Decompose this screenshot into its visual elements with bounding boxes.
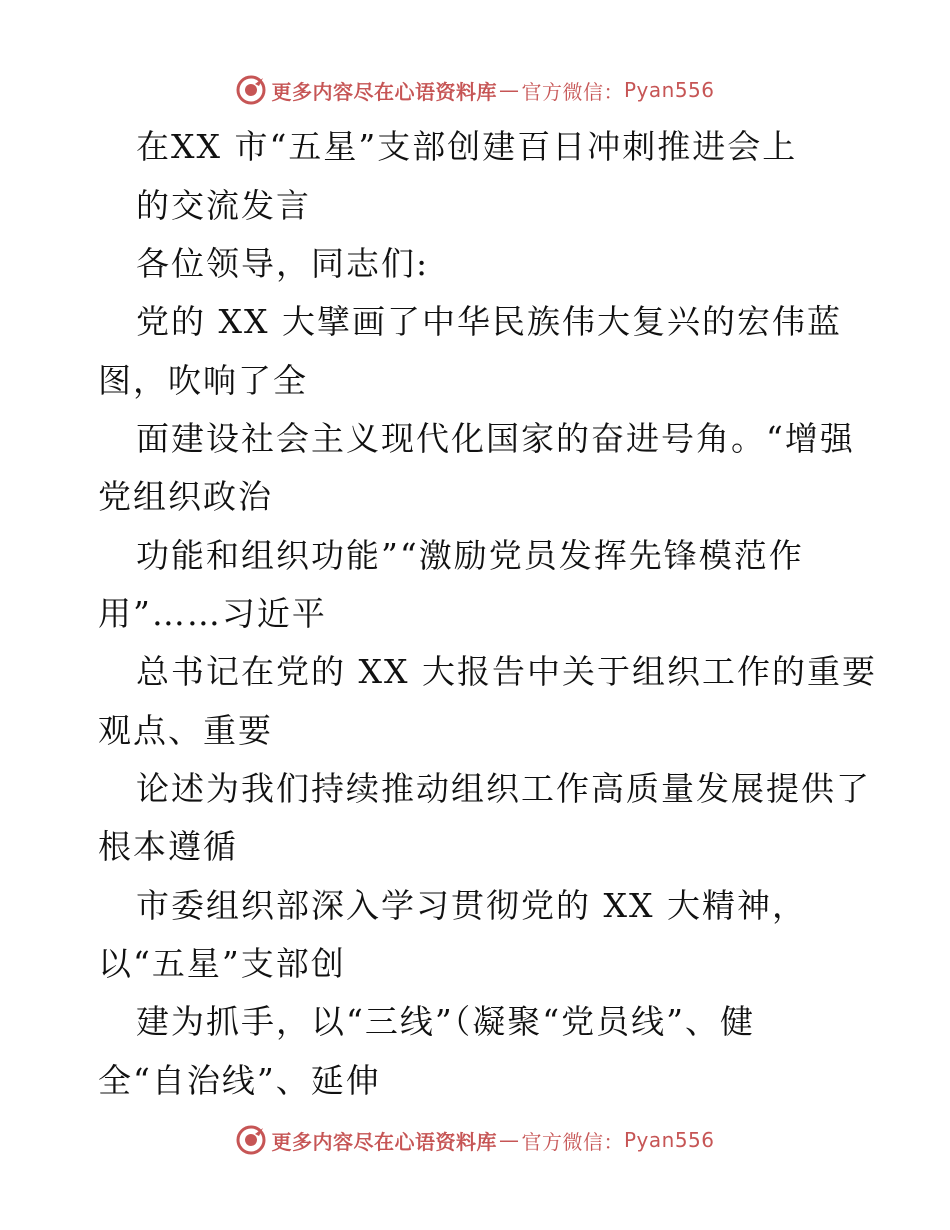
doc-text-line: 功能和组织功能”“激励党员发挥先锋模范作 xyxy=(136,536,804,575)
doc-text-line: 图，吹响了全 xyxy=(98,361,308,400)
watermark-text: 更多内容尽在心语资料库 xyxy=(271,1129,497,1154)
watermark-label: 官方微信： xyxy=(521,1129,624,1154)
doc-text-line: 面建设社会主义现代化国家的奋进号角。“增强 xyxy=(136,419,855,458)
watermark-wechat-id: Pyan556 xyxy=(623,78,715,102)
doc-salutation: 各位领导，同志们: xyxy=(136,244,430,283)
doc-text-line: 全“自治线”、延伸 xyxy=(98,1061,381,1100)
watermark-text: 更多内容尽在心语资料库 xyxy=(271,79,497,104)
watermark-separator: — xyxy=(498,78,520,102)
watermark-separator: — xyxy=(498,1128,520,1152)
watermark-label: 官方微信： xyxy=(521,79,624,104)
doc-text-line: 论述为我们持续推动组织工作高质量发展提供了 xyxy=(136,769,871,808)
doc-text-line: 观点、重要 xyxy=(98,711,273,750)
doc-text-line: 以“五星”支部创 xyxy=(98,944,346,983)
footer-watermark xyxy=(0,1120,950,1160)
doc-text-line: 市委组织部深入学习贯彻党的 XX 大精神， xyxy=(136,886,807,925)
doc-text-line: 根本遵循 xyxy=(98,827,238,866)
watermark-wechat-id: Pyan556 xyxy=(623,1128,715,1152)
doc-text-line: 总书记在党的 XX 大报告中关于组织工作的重要 xyxy=(136,652,877,691)
doc-text-line: 用”……习近平 xyxy=(98,594,327,633)
doc-text-line: 党组织政治 xyxy=(98,477,273,516)
brand-logo-icon xyxy=(235,1124,267,1156)
doc-text-line: 建为抓手，以“三线”（凝聚“党员线”、健 xyxy=(136,1002,755,1041)
doc-text-line: 党的 XX 大擘画了中华民族伟大复兴的宏伟蓝 xyxy=(136,302,842,341)
doc-title-line-2: 的交流发言 xyxy=(136,186,311,225)
doc-title-line-1: 在XX 市“五星”支部创建百日冲刺推进会上 xyxy=(136,127,798,166)
